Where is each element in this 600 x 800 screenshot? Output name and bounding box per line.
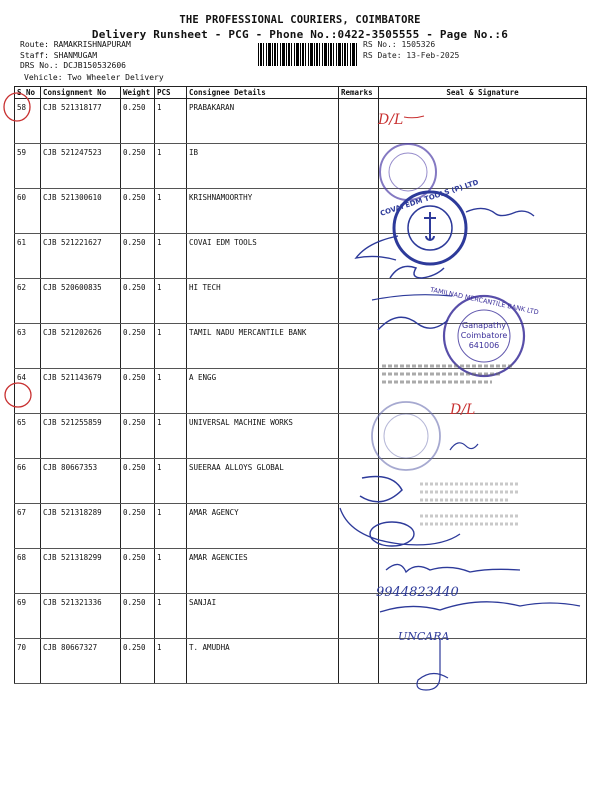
handwritten-phone: 9944823440: [376, 585, 459, 600]
cell-signature: [379, 504, 587, 549]
cell-signature: [379, 594, 587, 639]
cell-pcs: 1: [155, 414, 187, 459]
table-row: [15, 549, 587, 594]
cell-weight: 0.250: [121, 504, 155, 549]
cell-pcs: 1: [155, 234, 187, 279]
table-row: [15, 279, 587, 324]
table-row: [15, 234, 587, 279]
cell-weight: 0.250: [121, 279, 155, 324]
col-weight: Weight: [121, 87, 155, 99]
table-row: [15, 324, 587, 369]
cell-signature: [379, 549, 587, 594]
col-consignee: Consignee Details: [187, 87, 339, 99]
drs-number: DRS No.: DCJB150532606: [20, 61, 126, 70]
cell-consignee: IB: [187, 144, 339, 189]
table-row: [15, 459, 587, 504]
cell-consignment: CJB 521221627: [41, 234, 121, 279]
cell-consignment: CJB 520600835: [41, 279, 121, 324]
cell-weight: 0.250: [121, 369, 155, 414]
cell-signature: [379, 369, 587, 414]
col-consignment: Consignment No: [41, 87, 121, 99]
table-row: [15, 504, 587, 549]
cell-consignee: COVAI EDM TOOLS: [187, 234, 339, 279]
cell-consignment: CJB 521318299: [41, 549, 121, 594]
cell-remarks: [339, 279, 379, 324]
cell-consignment: CJB 521255859: [41, 414, 121, 459]
cell-remarks: [339, 504, 379, 549]
cell-weight: 0.250: [121, 144, 155, 189]
cell-consignment: CJB 521247523: [41, 144, 121, 189]
cell-sno: 68: [15, 549, 41, 594]
table-row: [15, 594, 587, 639]
cell-remarks: [339, 324, 379, 369]
cell-remarks: [339, 369, 379, 414]
runsheet-subtitle: Delivery Runsheet - PCG - Phone No.:0422-3505555 - Page No.:6: [91, 28, 509, 41]
cell-sno: 70: [15, 639, 41, 684]
dl-mark-1: D/L: [378, 112, 404, 128]
table-row: [15, 639, 587, 684]
cell-remarks: [339, 639, 379, 684]
runsheet-table: [14, 86, 587, 684]
cell-pcs: 1: [155, 459, 187, 504]
route-label: Route: RAMAKRISHNAPURAM: [20, 40, 131, 49]
stamp-covai-text: COVAI EDM TOOLS (P) LTD: [379, 178, 480, 218]
cell-signature: [379, 144, 587, 189]
cell-consignment: CJB 521321336: [41, 594, 121, 639]
rs-number: RS No.: 1505326: [363, 40, 436, 49]
cell-remarks: [339, 414, 379, 459]
col-pcs: PCS: [155, 87, 187, 99]
stamp-bank-line2: Coimbatore: [460, 331, 508, 340]
cell-weight: 0.250: [121, 549, 155, 594]
cell-consignment: CJB 521318289: [41, 504, 121, 549]
cell-weight: 0.250: [121, 99, 155, 144]
table-row: [15, 99, 587, 144]
col-sno: S No: [15, 87, 41, 99]
cell-consignment: CJB 80667327: [41, 639, 121, 684]
cell-consignee: PRABAKARAN: [187, 99, 339, 144]
handwritten-name: UNCARA: [398, 630, 450, 643]
cell-consignee: AMAR AGENCIES: [187, 549, 339, 594]
cell-signature: [379, 414, 587, 459]
cell-consignee: T. AMUDHA: [187, 639, 339, 684]
cell-consignment: CJB 521143679: [41, 369, 121, 414]
cell-sno: 64: [15, 369, 41, 414]
cell-sno: 60: [15, 189, 41, 234]
cell-weight: 0.250: [121, 594, 155, 639]
cell-sno: 62: [15, 279, 41, 324]
cell-pcs: 1: [155, 549, 187, 594]
cell-remarks: [339, 549, 379, 594]
cell-consignee: TAMIL NADU MERCANTILE BANK: [187, 324, 339, 369]
col-remarks: Remarks: [339, 87, 379, 99]
cell-sno: 61: [15, 234, 41, 279]
cell-weight: 0.250: [121, 459, 155, 504]
col-signature: Seal & Signature: [379, 87, 587, 99]
cell-signature: [379, 189, 587, 234]
cell-weight: 0.250: [121, 639, 155, 684]
cell-consignee: SUEERAA ALLOYS GLOBAL: [187, 459, 339, 504]
stamp-bank-line1: Ganapathy: [462, 321, 506, 330]
cell-consignee: HI TECH: [187, 279, 339, 324]
table-row: [15, 369, 587, 414]
cell-sno: 58: [15, 99, 41, 144]
cell-remarks: [339, 234, 379, 279]
cell-pcs: 1: [155, 144, 187, 189]
cell-pcs: 1: [155, 639, 187, 684]
cell-pcs: 1: [155, 504, 187, 549]
cell-consignment: CJB 80667353: [41, 459, 121, 504]
cell-remarks: [339, 594, 379, 639]
cell-remarks: [339, 459, 379, 504]
cell-consignment: CJB 521202626: [41, 324, 121, 369]
cell-signature: [379, 639, 587, 684]
cell-signature: [379, 99, 587, 144]
cell-consignment: CJB 521318177: [41, 99, 121, 144]
cell-consignment: CJB 521300610: [41, 189, 121, 234]
cell-pcs: 1: [155, 189, 187, 234]
cell-pcs: 1: [155, 594, 187, 639]
cell-remarks: [339, 189, 379, 234]
company-title: THE PROFESSIONAL COURIERS, COIMBATORE: [179, 14, 421, 26]
cell-signature: [379, 324, 587, 369]
cell-sno: 63: [15, 324, 41, 369]
runsheet-meta-left: [20, 40, 131, 72]
cell-consignee: SANJAI: [187, 594, 339, 639]
staff-label: Staff: SHANMUGAM: [20, 50, 98, 60]
cell-sno: 65: [15, 414, 41, 459]
barcode: [258, 43, 358, 66]
stamp-bank-line3: 641006: [468, 341, 500, 350]
cell-sno: 67: [15, 504, 41, 549]
cell-pcs: 1: [155, 99, 187, 144]
cell-consignee: A ENGG: [187, 369, 339, 414]
cell-weight: 0.250: [121, 189, 155, 234]
cell-remarks: [339, 99, 379, 144]
stamp-bank-ring: TAMILNAD MERCANTILE BANK LTD: [429, 285, 540, 317]
table-row: [15, 414, 587, 459]
cell-consignee: UNIVERSAL MACHINE WORKS: [187, 414, 339, 459]
cell-sno: 59: [15, 144, 41, 189]
cell-weight: 0.250: [121, 234, 155, 279]
cell-sno: 69: [15, 594, 41, 639]
cell-signature: [379, 234, 587, 279]
cell-signature: [379, 459, 587, 504]
cell-sno: 66: [15, 459, 41, 504]
cell-remarks: [339, 144, 379, 189]
cell-weight: 0.250: [121, 414, 155, 459]
cell-pcs: 1: [155, 324, 187, 369]
table-header-row: [15, 87, 587, 99]
vehicle-label: Vehicle: Two Wheeler Delivery: [24, 73, 164, 82]
rs-date: RS Date: 13-Feb-2025: [363, 50, 460, 60]
runsheet-meta-right: [363, 40, 459, 61]
cell-consignee: AMAR AGENCY: [187, 504, 339, 549]
cell-consignee: KRISHNAMOORTHY: [187, 189, 339, 234]
dl-mark-2: D/L: [450, 402, 476, 418]
cell-weight: 0.250: [121, 324, 155, 369]
table-row: [15, 144, 587, 189]
table-row: [15, 189, 587, 234]
cell-signature: [379, 279, 587, 324]
cell-pcs: 1: [155, 279, 187, 324]
cell-pcs: 1: [155, 369, 187, 414]
